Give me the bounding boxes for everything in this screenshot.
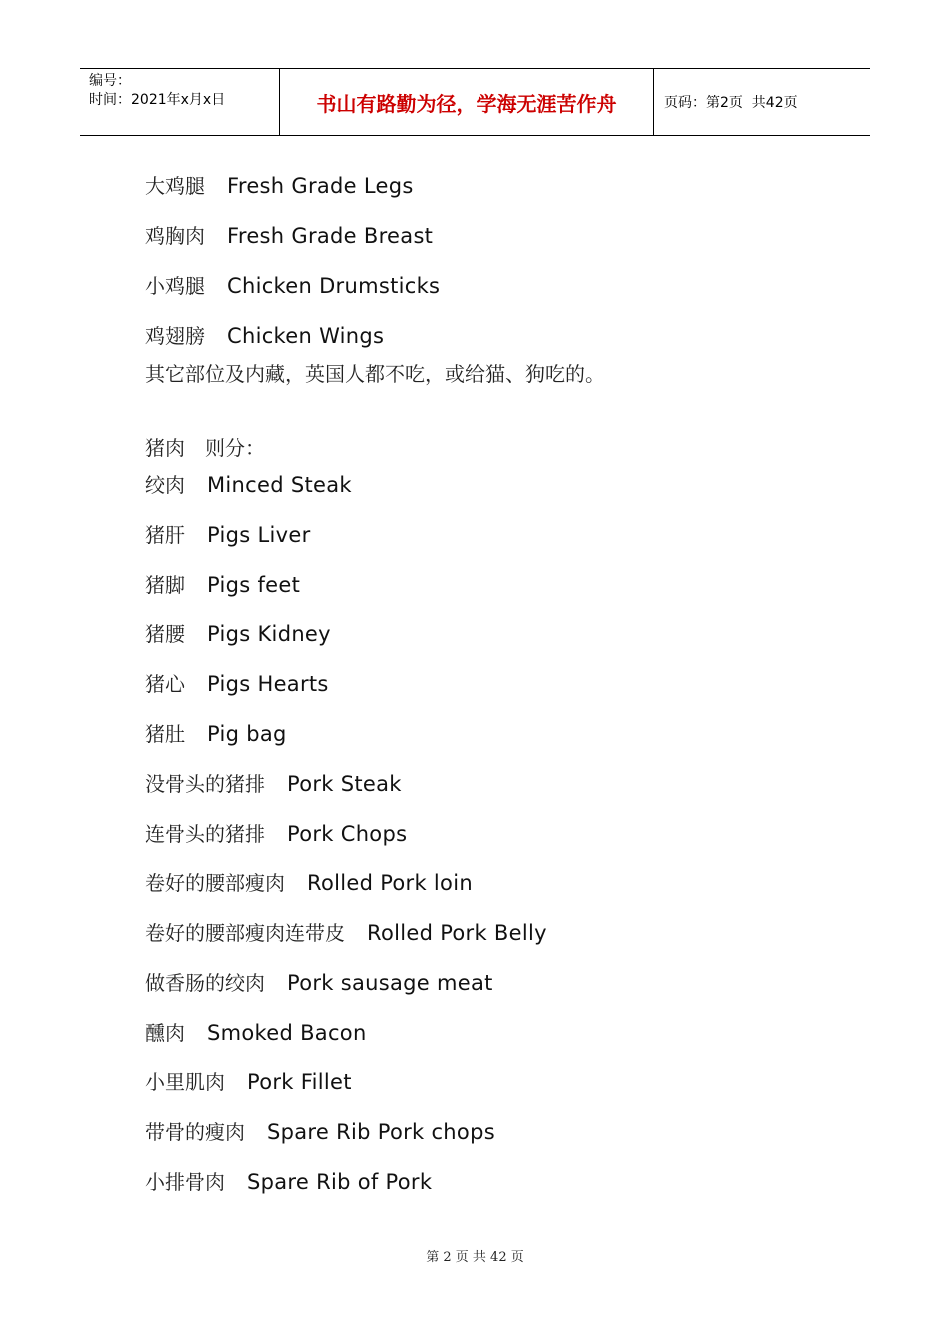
item-english: Pork Steak bbox=[287, 772, 402, 796]
item-english: Rolled Pork Belly bbox=[367, 921, 547, 945]
chicken-item bbox=[145, 320, 384, 349]
pork-item bbox=[145, 618, 331, 647]
item-chinese: 猪肚 bbox=[145, 722, 185, 746]
item-chinese: 猪肝 bbox=[145, 523, 185, 547]
page-header bbox=[80, 68, 870, 136]
item-chinese: 带骨的瘦肉 bbox=[145, 1120, 245, 1144]
number-label: 编号： bbox=[89, 73, 131, 89]
item-english: Pigs feet bbox=[207, 573, 301, 597]
item-english: Minced Steak bbox=[207, 473, 352, 497]
page-footer: 第 2 页 共 42 页 bbox=[426, 1250, 524, 1265]
pork-item bbox=[145, 917, 547, 946]
item-english: Pork sausage meat bbox=[287, 971, 493, 995]
chicken-item bbox=[145, 170, 414, 199]
item-english: Smoked Bacon bbox=[207, 1021, 367, 1045]
item-chinese: 大鸡腿 bbox=[145, 174, 205, 198]
chicken-item bbox=[145, 270, 440, 299]
item-english: Pigs Liver bbox=[207, 523, 311, 547]
date-label: 时间：2021年x月x日 bbox=[89, 92, 226, 108]
pork-item bbox=[145, 768, 402, 797]
pork-item bbox=[145, 867, 473, 896]
item-chinese: 连骨头的猪排 bbox=[145, 822, 265, 846]
pork-heading: 猪肉 则分： bbox=[145, 436, 265, 460]
pork-item bbox=[145, 1166, 432, 1195]
item-chinese: 做香肠的绞肉 bbox=[145, 971, 265, 995]
item-english: Pig bag bbox=[207, 722, 287, 746]
item-chinese: 猪脚 bbox=[145, 573, 185, 597]
item-english: Chicken Wings bbox=[227, 324, 385, 348]
pork-item bbox=[145, 1066, 352, 1095]
item-chinese: 醺肉 bbox=[145, 1021, 185, 1045]
item-chinese: 小里肌肉 bbox=[145, 1070, 225, 1094]
item-chinese: 猪腰 bbox=[145, 622, 185, 646]
chicken-note: 其它部位及内藏，英国人都不吃，或给猫、狗吃的。 bbox=[145, 362, 605, 386]
pork-item bbox=[145, 718, 287, 747]
item-english: Pigs Kidney bbox=[207, 622, 331, 646]
item-chinese: 猪心 bbox=[145, 672, 185, 696]
pork-item bbox=[145, 519, 311, 548]
item-english: Fresh Grade Legs bbox=[227, 174, 414, 198]
item-english: Spare Rib Pork chops bbox=[267, 1120, 495, 1144]
item-english: Fresh Grade Breast bbox=[227, 224, 434, 248]
pork-item bbox=[145, 1116, 495, 1145]
item-chinese: 绞肉 bbox=[145, 473, 185, 497]
item-english: Chicken Drumsticks bbox=[227, 274, 441, 298]
header-page-info: 页码：第2页 共42页 bbox=[664, 95, 798, 111]
item-english: Pork Chops bbox=[287, 822, 408, 846]
item-english: Spare Rib of Pork bbox=[247, 1170, 433, 1194]
item-english: Pork Fillet bbox=[247, 1070, 352, 1094]
pork-item bbox=[145, 469, 352, 498]
item-english: Rolled Pork loin bbox=[307, 871, 473, 895]
pork-item bbox=[145, 668, 329, 697]
item-chinese: 鸡翅膀 bbox=[145, 324, 205, 348]
header-motto: 书山有路勤为径，学海无涯苦作舟 bbox=[280, 69, 654, 135]
chicken-item bbox=[145, 220, 433, 249]
item-chinese: 鸡胸肉 bbox=[145, 224, 205, 248]
pork-item bbox=[145, 1017, 367, 1046]
item-chinese: 小鸡腿 bbox=[145, 274, 205, 298]
pork-item bbox=[145, 569, 300, 598]
item-chinese: 卷好的腰部瘦肉连带皮 bbox=[145, 921, 345, 945]
item-chinese: 卷好的腰部瘦肉 bbox=[145, 871, 285, 895]
pork-item bbox=[145, 967, 493, 996]
item-chinese: 小排骨肉 bbox=[145, 1170, 225, 1194]
item-chinese: 没骨头的猪排 bbox=[145, 772, 265, 796]
header-meta bbox=[80, 69, 280, 135]
item-english: Pigs Hearts bbox=[207, 672, 329, 696]
pork-item bbox=[145, 818, 407, 847]
